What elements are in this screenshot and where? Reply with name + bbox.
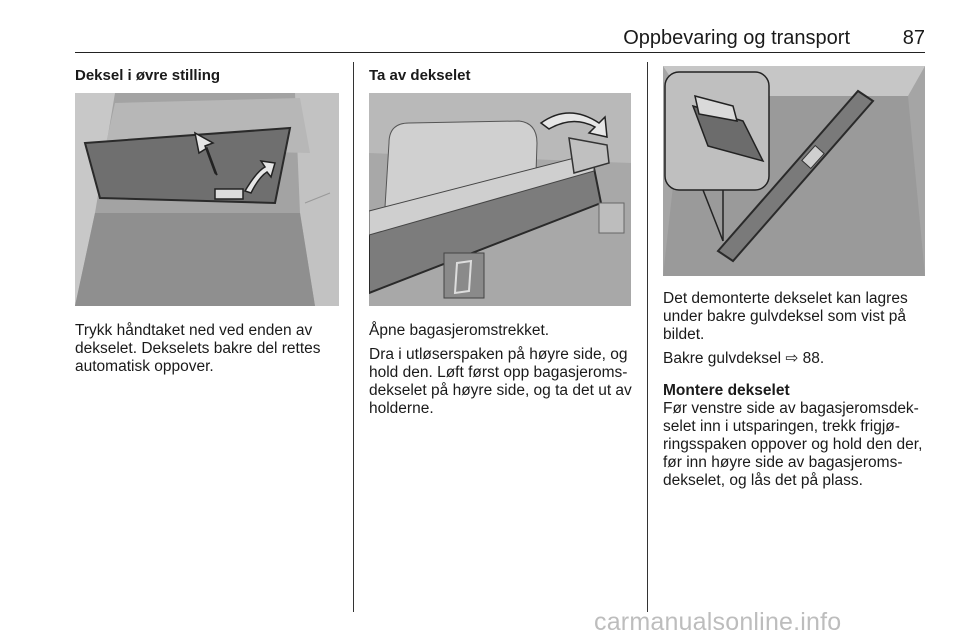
cargo-cover-removal-illustration: [369, 93, 631, 306]
column-divider-1: [353, 62, 354, 612]
text-stored-cover: Det demonterte dekselet kan lagres under bakre gulvdeksel som vist på bildet.: [663, 290, 908, 343]
figure-remove-cover: [369, 93, 631, 306]
cargo-cover-raised-illustration: [75, 93, 339, 306]
section-title: Oppbevaring og transport: [623, 27, 850, 49]
figure-stored-cover: [663, 66, 925, 276]
ref-label: Bakre gulvdeksel: [663, 350, 782, 367]
watermark-text: carmanualsonline.info: [594, 608, 842, 636]
ref-page-link[interactable]: 88.: [802, 350, 825, 367]
heading-upper-position: Deksel i øvre stilling: [75, 67, 221, 84]
page-header: [75, 26, 925, 53]
instruction-install-cover: Før venstre side av bagasjeromsdek-selet inn i utsparingen, trekk frigjø-ringsspaken oppover og hold den der, før inn høyre side av bagasjeroms-dekselet, og lås det på plass.: [663, 400, 923, 489]
page-number: 87: [902, 27, 925, 49]
column-divider-2: [647, 62, 648, 612]
figure-cover-upper-position: [75, 93, 339, 306]
cargo-cover-stored-illustration: [663, 66, 925, 276]
heading-remove-cover: Ta av dekselet: [369, 67, 471, 84]
instruction-open-tray: Åpne bagasjeromstrekket.: [369, 322, 550, 339]
instruction-press-handle: Trykk håndtaket ned ved enden av dekselet. Dekselets bakre del rettes automatisk oppover.: [75, 322, 321, 375]
cross-reference-arrow-icon: ⇨: [785, 350, 799, 367]
instruction-release-lever: Dra i utløserspaken på høyre side, og hold den. Løft først opp bagasjeroms-dekselet på høyre side, og ta det ut av holderne.: [369, 346, 632, 417]
col3-body: [663, 290, 933, 496]
col1-body: [75, 322, 345, 382]
heading-install-cover: Montere dekselet: [663, 382, 790, 399]
col2-body: [369, 322, 637, 424]
text-rear-floor-ref: [663, 350, 933, 368]
